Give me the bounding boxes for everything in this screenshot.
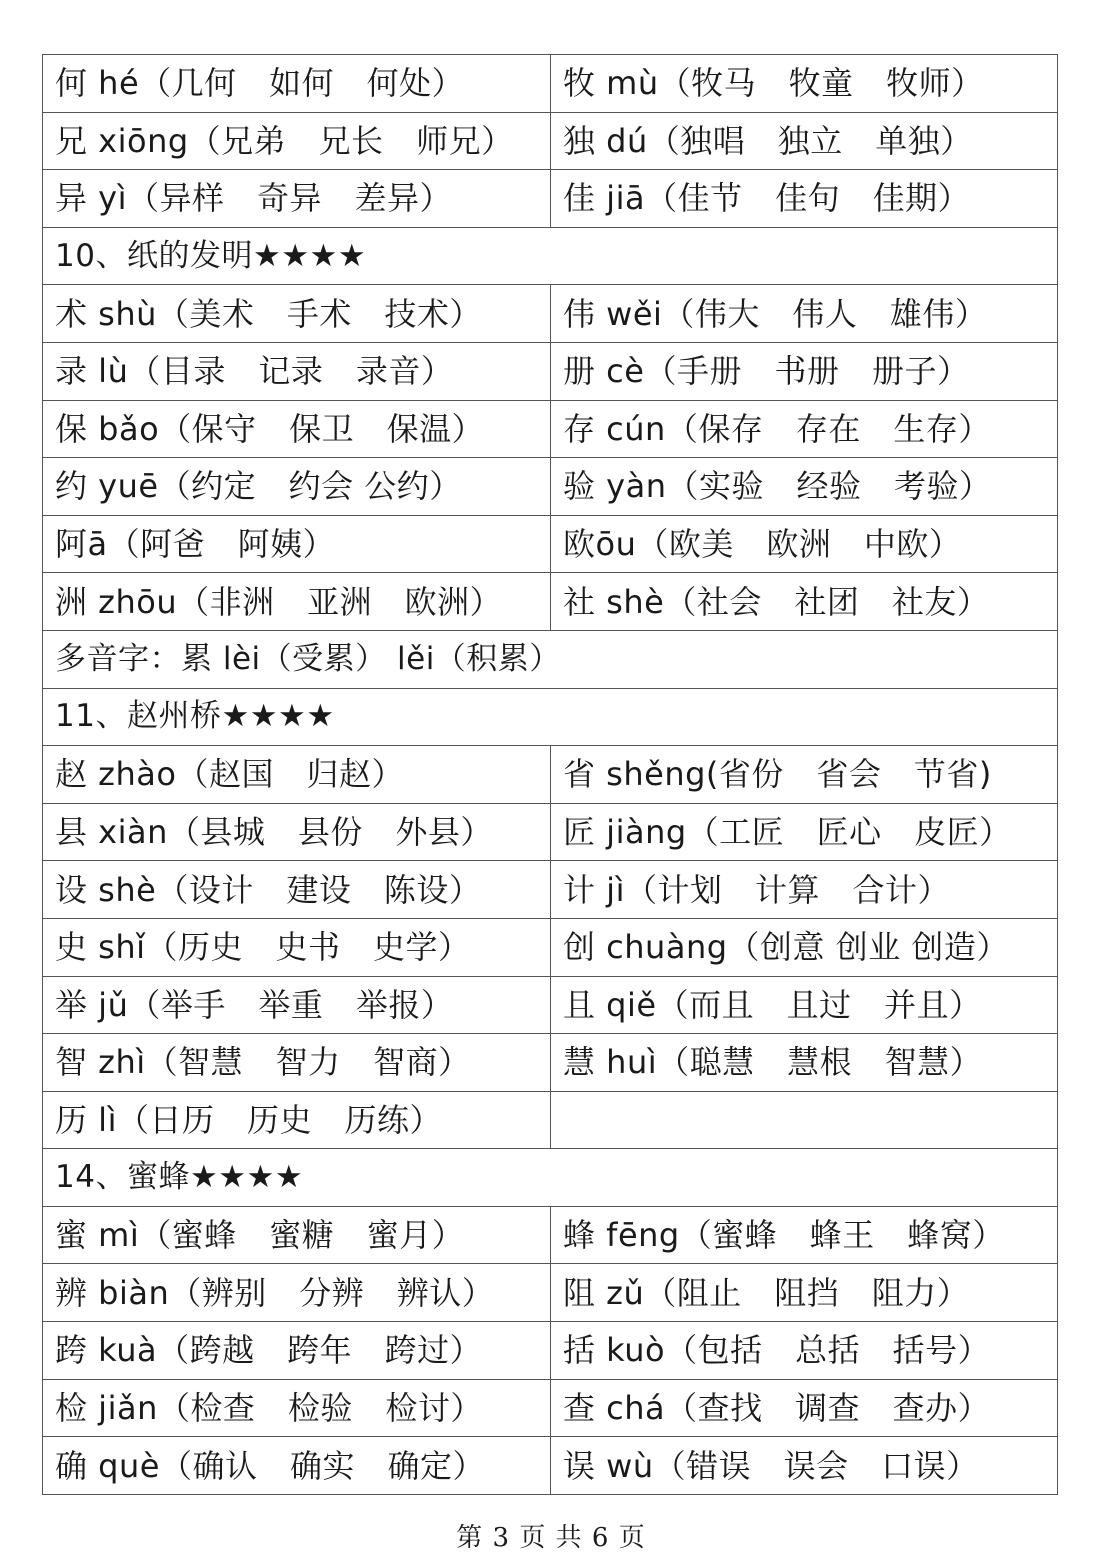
word-entry-cell: 历 lì（日历 历史 历练）: [43, 1091, 551, 1149]
word-entry-cell: 独 dú（独唱 独立 单独）: [551, 112, 1058, 170]
word-entry-cell: 计 jì（计划 计算 合计）: [551, 861, 1058, 919]
word-entry-cell: 洲 zhōu（非洲 亚洲 欧洲）: [43, 573, 551, 631]
table-row: [43, 1264, 1058, 1322]
word-entry-cell: 阻 zǔ（阻止 阻挡 阻力）: [551, 1264, 1058, 1322]
table-row: [43, 861, 1058, 919]
word-entry-cell: 辨 biàn（辨别 分辨 辨认）: [43, 1264, 551, 1322]
section-heading-cell: 11、赵州桥★★★★: [43, 688, 1058, 746]
table-row: [43, 1091, 1058, 1149]
word-entry-cell: 佳 jiā（佳节 佳句 佳期）: [551, 170, 1058, 228]
word-entry-cell: 何 hé（几何 如何 何处）: [43, 55, 551, 113]
word-entry-cell: 蜂 fēng（蜜蜂 蜂王 蜂窝）: [551, 1206, 1058, 1264]
table-row: [43, 1149, 1058, 1207]
word-entry-cell: 伟 wěi（伟大 伟人 雄伟）: [551, 285, 1058, 343]
word-entry-cell: 赵 zhào（赵国 归赵）: [43, 746, 551, 804]
word-entry-cell: 社 shè（社会 社团 社友）: [551, 573, 1058, 631]
word-entry-cell: 跨 kuà（跨越 跨年 跨过）: [43, 1322, 551, 1380]
word-entry-cell: 慧 huì（聪慧 慧根 智慧）: [551, 1034, 1058, 1092]
page-footer: 第 3 页 共 6 页: [456, 1523, 646, 1553]
vocabulary-table-body: [43, 55, 1058, 1495]
table-row: [43, 746, 1058, 804]
table-row: [43, 285, 1058, 343]
table-row: [43, 515, 1058, 573]
word-entry-cell: 设 shè（设计 建设 陈设）: [43, 861, 551, 919]
word-entry-cell: 术 shù（美术 手术 技术）: [43, 285, 551, 343]
word-entry-cell: 验 yàn（实验 经验 考验）: [551, 458, 1058, 516]
word-entry-cell: 史 shǐ（历史 史书 史学）: [43, 918, 551, 976]
table-row: [43, 976, 1058, 1034]
word-entry-cell: 县 xiàn（县城 县份 外县）: [43, 803, 551, 861]
table-row: [43, 112, 1058, 170]
table-row: [43, 573, 1058, 631]
word-entry-cell: 查 chá（查找 调查 查办）: [551, 1379, 1058, 1437]
table-row: [43, 803, 1058, 861]
word-entry-cell: 检 jiǎn（检查 检验 检讨）: [43, 1379, 551, 1437]
word-entry-cell: 且 qiě（而且 且过 并且）: [551, 976, 1058, 1034]
word-entry-cell: 约 yuē（约定 约会 公约）: [43, 458, 551, 516]
word-entry-cell: 智 zhì（智慧 智力 智商）: [43, 1034, 551, 1092]
table-row: [43, 1379, 1058, 1437]
section-heading-cell: 14、蜜蜂★★★★: [43, 1149, 1058, 1207]
word-entry-cell: 括 kuò（包括 总括 括号）: [551, 1322, 1058, 1380]
word-entry-cell: 异 yì（异样 奇异 差异）: [43, 170, 551, 228]
section-heading-cell: 10、纸的发明★★★★: [43, 227, 1058, 285]
word-entry-cell: 录 lù（目录 记录 录音）: [43, 342, 551, 400]
table-row: [43, 227, 1058, 285]
word-entry-cell: 册 cè（手册 书册 册子）: [551, 342, 1058, 400]
word-entry-cell: 存 cún（保存 存在 生存）: [551, 400, 1058, 458]
table-row: [43, 55, 1058, 113]
word-entry-cell: 蜜 mì（蜜蜂 蜜糖 蜜月）: [43, 1206, 551, 1264]
word-entry-cell: 省 shěng(省份 省会 节省): [551, 746, 1058, 804]
table-row: [43, 1322, 1058, 1380]
word-entry-cell: 误 wù（错误 误会 口误）: [551, 1437, 1058, 1495]
word-entry-cell: 举 jǔ（举手 举重 举报）: [43, 976, 551, 1034]
word-entry-cell: 兄 xiōng（兄弟 兄长 师兄）: [43, 112, 551, 170]
word-entry-cell: 确 què（确认 确实 确定）: [43, 1437, 551, 1495]
word-entry-cell: [551, 1091, 1058, 1149]
word-entry-cell: 保 bǎo（保守 保卫 保温）: [43, 400, 551, 458]
table-row: [43, 342, 1058, 400]
word-entry-cell: 创 chuàng（创意 创业 创造）: [551, 918, 1058, 976]
table-row: [43, 918, 1058, 976]
word-entry-cell: 牧 mù（牧马 牧童 牧师）: [551, 55, 1058, 113]
table-row: [43, 170, 1058, 228]
table-row: [43, 1206, 1058, 1264]
table-row: [43, 688, 1058, 746]
vocabulary-table: [42, 54, 1058, 1495]
table-row: [43, 1034, 1058, 1092]
word-entry-cell: 匠 jiàng（工匠 匠心 皮匠）: [551, 803, 1058, 861]
table-row: [43, 458, 1058, 516]
table-row: [43, 630, 1058, 688]
word-entry-cell: 欧ōu（欧美 欧洲 中欧）: [551, 515, 1058, 573]
section-heading-cell: 多音字：累 lèi（受累） lěi（积累）: [43, 630, 1058, 688]
table-row: [43, 1437, 1058, 1495]
word-entry-cell: 阿ā（阿爸 阿姨）: [43, 515, 551, 573]
table-row: [43, 400, 1058, 458]
